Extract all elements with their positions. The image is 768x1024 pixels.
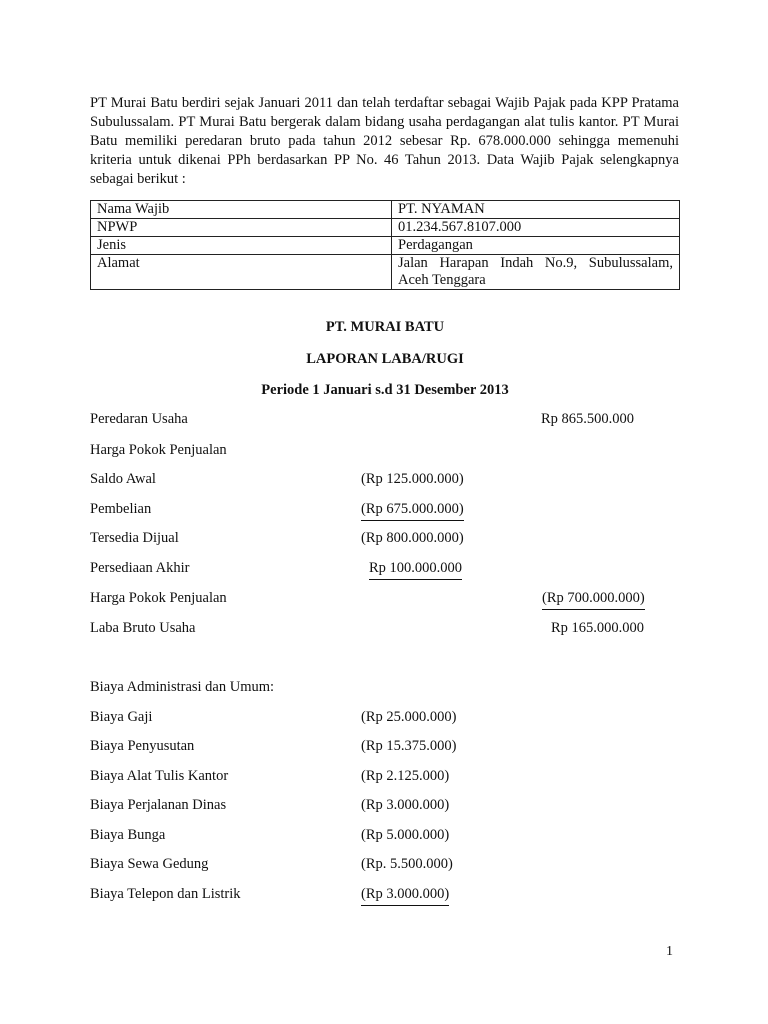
biaya-value: (Rp. 5.500.000)	[361, 856, 453, 872]
biaya-value: (Rp 3.000.000)	[361, 797, 450, 813]
tersedia-label: Tersedia Dijual	[90, 530, 179, 546]
biaya-label: Biaya Bunga	[90, 827, 166, 843]
report-title: LAPORAN LABA/RUGI	[306, 351, 464, 367]
biaya-value: (Rp 2.125.000)	[361, 768, 450, 784]
biaya-label: Biaya Sewa Gedung	[90, 856, 209, 872]
report-period: Periode 1 Januari s.d 31 Desember 2013	[261, 382, 509, 398]
table-cell-value: PT. NYAMAN	[392, 201, 680, 219]
table-cell-label: Alamat	[91, 255, 392, 290]
table-row	[91, 201, 680, 219]
table-cell-value: Perdagangan	[392, 237, 680, 255]
biaya-label: Biaya Penyusutan	[90, 738, 195, 754]
saldo-awal-label: Saldo Awal	[90, 471, 156, 487]
saldo-awal-value: (Rp 125.000.000)	[361, 471, 464, 487]
table-cell-label: Jenis	[91, 237, 392, 255]
tersedia-value: (Rp 800.000.000)	[361, 530, 464, 546]
hpp-header: Harga Pokok Penjualan	[90, 442, 227, 458]
table-row	[91, 237, 680, 255]
report-company: PT. MURAI BATU	[325, 319, 445, 335]
peredaran-value: Rp 865.500.000	[541, 411, 635, 427]
table-row	[91, 255, 680, 290]
pembelian-value: (Rp 675.000.000)	[361, 500, 464, 521]
biaya-value: (Rp 3.000.000)	[361, 885, 449, 906]
taxpayer-table	[90, 200, 680, 290]
table-cell-label: NPWP	[91, 219, 392, 237]
biaya-label: Biaya Perjalanan Dinas	[90, 797, 227, 813]
table-row	[91, 219, 680, 237]
table-cell-value: 01.234.567.8107.000	[392, 219, 680, 237]
peredaran-label: Peredaran Usaha	[90, 411, 188, 427]
biaya-label: Biaya Telepon dan Listrik	[90, 886, 241, 902]
biaya-header: Biaya Administrasi dan Umum:	[90, 679, 275, 695]
pembelian-label: Pembelian	[90, 501, 152, 517]
biaya-value: (Rp 25.000.000)	[361, 709, 457, 725]
persediaan-value: Rp 100.000.000	[369, 559, 462, 580]
biaya-value: (Rp 15.375.000)	[361, 738, 457, 754]
persediaan-label: Persediaan Akhir	[90, 560, 190, 576]
laba-label: Laba Bruto Usaha	[90, 620, 196, 636]
intro-paragraph: PT Murai Batu berdiri sejak Januari 2011 dan telah terdaftar sebagai Wajib Pajak pada KPP Pratama Subulussalam. PT Murai Batu bergerak dalam bidang usaha perdagangan alat tulis kantor. PT Murai Batu memiliki peredaran bruto pada tahun 2012 sebesar Rp. 678.000.000 sehingga memenuhi kriteria untuk dikenai PPh berdasarkan PP No. 46 Tahun 2013. Data Wajib Pajak selengkapnya sebagai berikut :	[90, 95, 679, 187]
table-cell-value: Jalan Harapan Indah No.9, Subulussalam, Aceh Tenggara	[392, 255, 680, 290]
table-cell-label: Nama Wajib	[91, 201, 392, 219]
hpp-label: Harga Pokok Penjualan	[90, 590, 227, 606]
biaya-label: Biaya Gaji	[90, 709, 153, 725]
page-number: 1	[666, 944, 673, 959]
biaya-label: Biaya Alat Tulis Kantor	[90, 768, 229, 784]
hpp-value: (Rp 700.000.000)	[542, 589, 645, 610]
biaya-value: (Rp 5.000.000)	[361, 827, 450, 843]
laba-value: Rp 165.000.000	[551, 620, 645, 636]
